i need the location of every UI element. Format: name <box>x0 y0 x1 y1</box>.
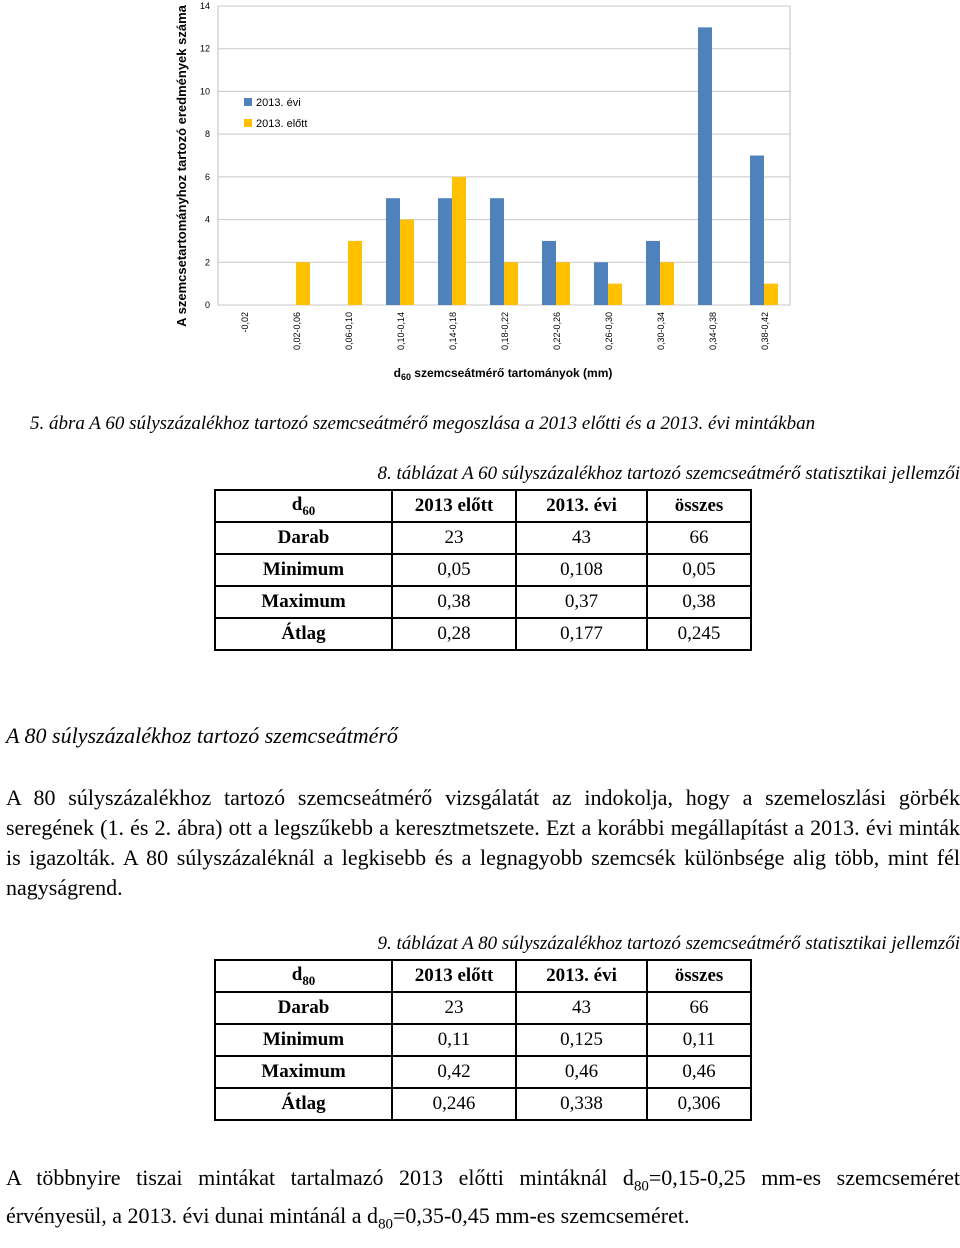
row-label: Átlag <box>215 1088 392 1120</box>
table-cell: 0,177 <box>516 618 647 650</box>
table-row <box>215 618 751 650</box>
table-col-header: 2013. évi <box>516 960 647 992</box>
paragraph: A 80 súlyszázalékhoz tartozó szemcseátmérő vizsgálatát az indokolja, hogy a szemeloszlási görbék seregének (1. és 2. ábra) ott a legszűkebb a keresztmetszete. Ezt a korábbi megállapítást a 2013. évi minták is igazolták. A 80 súlyszázaléknál a legkisebb és a legnagyobb szemcsék különbsége alig több, mint fél nagyságrend. <box>6 785 960 900</box>
x-tick-label: 0,02-0,06 <box>292 312 302 351</box>
table-head-d60: $d_{60}$ <box>215 490 392 522</box>
bar-series-2013-elott <box>452 177 466 305</box>
y-tick-label: 2 <box>204 257 210 268</box>
x-tick-label: 0,26-0,30 <box>604 312 614 351</box>
table-row <box>215 1024 751 1056</box>
bar-series-2013-elott <box>504 262 518 305</box>
table-row <box>215 1056 751 1088</box>
table-cell: 0,42 <box>392 1056 516 1088</box>
table-row <box>215 1088 751 1120</box>
table-row <box>215 554 751 586</box>
y-axis-label: A szemcsetartományhoz tartozó eredmények száma <box>174 5 189 327</box>
table-col-header: 2013 előtt <box>392 960 516 992</box>
chart-legend <box>244 97 307 130</box>
x-tick-label: 0,10-0,14 <box>396 312 406 351</box>
table-col-header: összes <box>647 960 751 992</box>
bar-series-2013-elott <box>764 284 778 305</box>
row-label: Darab <box>215 522 392 554</box>
table-cell: 23 <box>392 522 516 554</box>
table-header-row <box>215 960 751 992</box>
bar-series-2013-evi <box>750 156 764 306</box>
table-cell: 0,125 <box>516 1024 647 1056</box>
x-tick-label: 0,06-0,10 <box>344 312 354 351</box>
table-col-header: 2013. évi <box>516 490 647 522</box>
bar-series-2013-elott <box>556 262 570 305</box>
chart-bars <box>296 27 778 305</box>
x-tick-label: 0,30-0,34 <box>656 312 666 351</box>
legend-label-2013-evi: 2013. évi <box>256 97 301 109</box>
table-cell: 43 <box>516 992 647 1024</box>
table-9-caption: 9. táblázat A 80 súlyszázalékhoz tartozó szemcseátmérő statisztikai jellemzői <box>377 933 960 954</box>
table-cell: 0,246 <box>392 1088 516 1120</box>
table-cell: 0,338 <box>516 1088 647 1120</box>
table-cell: 0,38 <box>392 586 516 618</box>
paragraph: A többnyire tiszai mintákat tartalmazó 2013 előtti mintáknál $d_{80}=0,15-0,25$ mm-es szemcseméret érvényesül, a 2013. évi dunai mintánál a $d_{80}=0,35-0,45$ mm-es szemcseméret. <box>6 1165 960 1233</box>
bar-series-2013-elott <box>660 262 674 305</box>
legend-label-2013-elott: 2013. előtt <box>256 118 308 130</box>
table-row <box>215 586 751 618</box>
x-tick-label: 0,14-0,18 <box>448 312 458 351</box>
bar-series-2013-elott <box>608 284 622 305</box>
legend-swatch-2013-elott <box>244 119 252 127</box>
bar-series-2013-evi <box>698 27 712 305</box>
y-tick-label: 8 <box>204 129 210 140</box>
x-tick-label: 0,38-0,42 <box>760 312 770 351</box>
table-cell: 0,38 <box>647 586 751 618</box>
row-label: Minimum <box>215 554 392 586</box>
bar-series-2013-evi <box>386 198 400 305</box>
figure-caption: 5. ábra A 60 súlyszázalékhoz tartozó szemcseátmérő megoszlása a 2013 előtti és a 2013. évi mintákban <box>30 413 816 434</box>
chart-tick-labels <box>200 1 770 350</box>
bar-chart <box>0 0 960 390</box>
table-row <box>215 992 751 1024</box>
table-cell: 23 <box>392 992 516 1024</box>
y-tick-label: 6 <box>204 171 210 182</box>
section-heading: A 80 súlyszázalékhoz tartozó szemcseátmérő <box>6 723 398 748</box>
table-cell: 0,37 <box>516 586 647 618</box>
table-cell: 43 <box>516 522 647 554</box>
bar-series-2013-elott <box>296 262 310 305</box>
x-axis-label: $d_{60}$ szemcseátmérő tartományok (mm) <box>393 366 613 382</box>
table-cell: 0,11 <box>392 1024 516 1056</box>
table-cell: 0,108 <box>516 554 647 586</box>
table-col-header: összes <box>647 490 751 522</box>
table-9 <box>214 959 752 1121</box>
table-head-d80: $d_{80}$ <box>215 960 392 992</box>
table-cell: 0,28 <box>392 618 516 650</box>
row-label: Maximum <box>215 586 392 618</box>
bar-series-2013-elott <box>400 220 414 305</box>
x-tick-label: 0,18-0,22 <box>500 312 510 351</box>
table-cell: 66 <box>647 992 751 1024</box>
row-label: Darab <box>215 992 392 1024</box>
table-8 <box>214 489 752 651</box>
x-tick-label: -0,02 <box>240 312 250 333</box>
table-header-row <box>215 490 751 522</box>
bar-series-2013-evi <box>490 198 504 305</box>
table-8-caption: 8. táblázat A 60 súlyszázalékhoz tartozó szemcseátmérő statisztikai jellemzői <box>377 463 960 484</box>
table-cell: 0,46 <box>647 1056 751 1088</box>
table-cell: 0,245 <box>647 618 751 650</box>
table-cell: 0,306 <box>647 1088 751 1120</box>
table-cell: 0,05 <box>392 554 516 586</box>
bar-series-2013-elott <box>348 241 362 305</box>
table-cell: 0,11 <box>647 1024 751 1056</box>
table-cell: 0,05 <box>647 554 751 586</box>
row-label: Minimum <box>215 1024 392 1056</box>
x-tick-label: 0,22-0,26 <box>552 312 562 351</box>
y-tick-label: 10 <box>199 86 210 97</box>
bar-series-2013-evi <box>646 241 660 305</box>
legend-swatch-2013-evi <box>244 98 252 106</box>
row-label: Maximum <box>215 1056 392 1088</box>
table-cell: 0,46 <box>516 1056 647 1088</box>
y-tick-label: 0 <box>204 300 210 310</box>
y-tick-label: 12 <box>199 43 210 54</box>
table-row <box>215 522 751 554</box>
bar-series-2013-evi <box>594 262 608 305</box>
x-tick-label: 0,34-0,38 <box>708 312 718 351</box>
table-col-header: 2013 előtt <box>392 490 516 522</box>
bar-series-2013-evi <box>438 198 452 305</box>
y-tick-label: 14 <box>199 1 210 11</box>
table-cell: 66 <box>647 522 751 554</box>
bar-series-2013-evi <box>542 241 556 305</box>
row-label: Átlag <box>215 618 392 650</box>
y-tick-label: 4 <box>204 214 210 225</box>
